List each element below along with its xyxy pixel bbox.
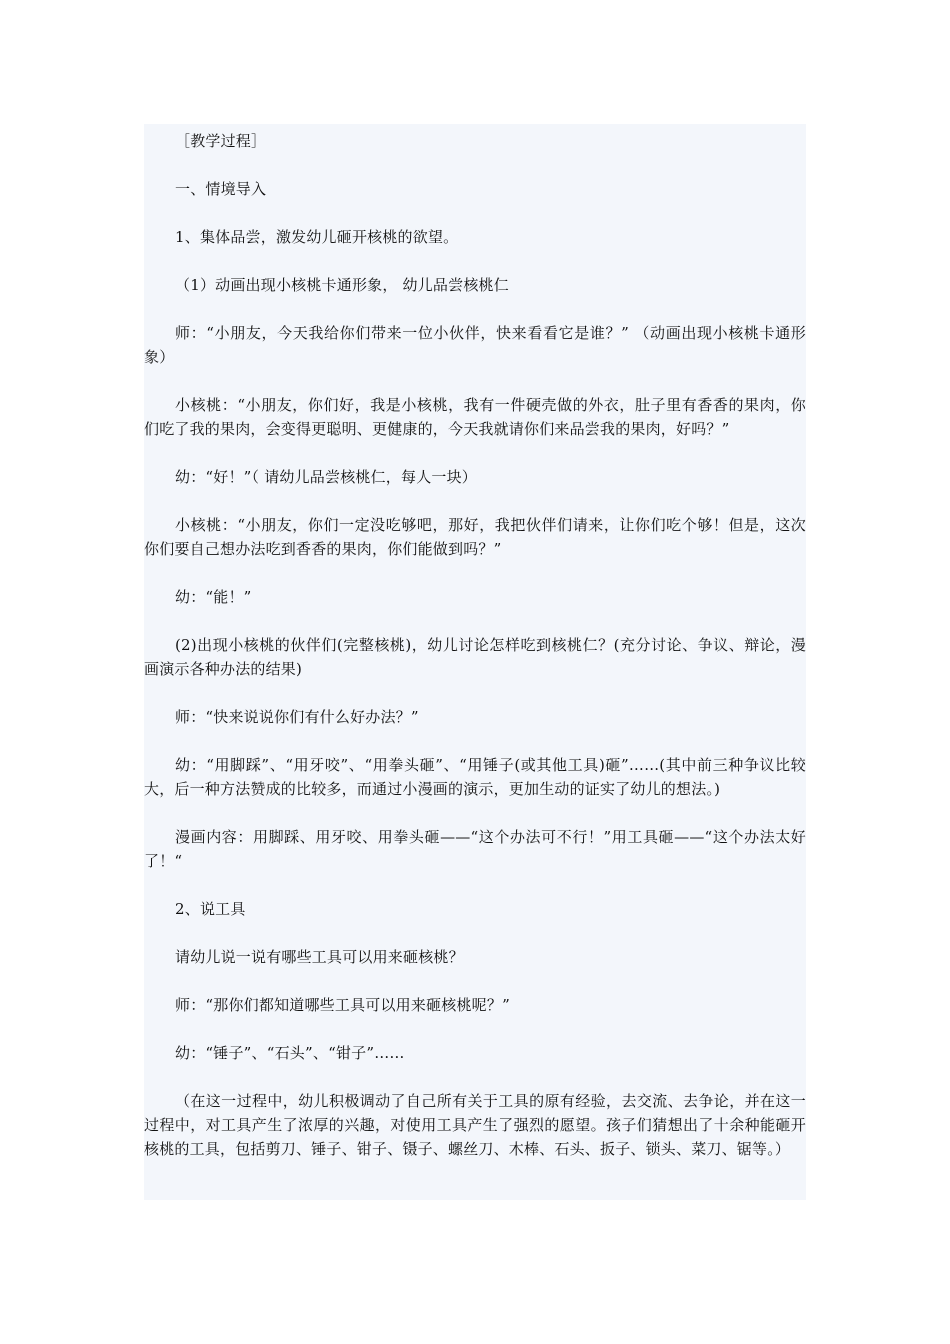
dialogue-paragraph: 师：“那你们都知道哪些工具可以用来砸核桃呢？”: [175, 996, 510, 1014]
paragraph-gap: [144, 873, 806, 897]
paragraph-gap: [144, 153, 806, 177]
section-heading-teaching-process: ［教学过程］: [175, 132, 267, 150]
instruction-paragraph: 请幼儿说一说有哪些工具可以用来砸核桃？: [175, 948, 464, 966]
document-body: [144, 124, 806, 1200]
paragraph-gap: [144, 1065, 806, 1089]
paragraph-gap: [144, 249, 806, 273]
paragraph-gap: [144, 489, 806, 513]
comic-content-paragraph: 漫画内容：用脚踩、用牙咬、用拳头砸——“这个办法可不行！”用工具砸——“这个办法太好了！“: [144, 828, 806, 870]
paragraph-gap: [144, 297, 806, 321]
step-2-heading: 2、说工具: [175, 900, 246, 918]
dialogue-paragraph: 幼：“能！”: [175, 588, 252, 606]
dialogue-paragraph: 师：“快来说说你们有什么好办法？”: [175, 708, 419, 726]
paragraph-gap: [144, 801, 806, 825]
paragraph-gap: [144, 681, 806, 705]
paragraph-gap: [144, 369, 806, 393]
dialogue-paragraph: 幼：“用脚踩”、“用牙咬”、“用拳头砸”、“用锤子(或其他工具)砸”……(其中前三种争议比较大，后一种方法赞成的比较多，而通过小漫画的演示，更加生动的证实了幼儿的想法。): [144, 756, 806, 798]
paragraph-gap: [144, 609, 806, 633]
dialogue-paragraph: 小核桃：“小朋友，你们好，我是小核桃，我有一件硬壳做的外衣，肚子里有香香的果肉，你们吃了我的果肉，会变得更聪明、更健康的，今天我就请你们来品尝我的果肉，好吗？”: [144, 396, 806, 438]
paragraph-gap: [144, 1017, 806, 1041]
step-1-1-heading: （1）动画出现小核桃卡通形象， 幼儿品尝核桃仁: [175, 276, 509, 294]
dialogue-paragraph: 幼：“好！”（ 请幼儿品尝核桃仁，每人一块）: [175, 468, 478, 486]
step-1-2-heading: (2)出现小核桃的伙伴们(完整核桃)，幼儿讨论怎样吃到核桃仁？(充分讨论、争议、辩论，漫画演示各种办法的结果): [144, 636, 806, 678]
dialogue-paragraph: 小核桃：“小朋友，你们一定没吃够吧，那好，我把伙伴们请来，让你们吃个够！但是，这次你们要自己想办法吃到香香的果肉，你们能做到吗？”: [144, 516, 806, 558]
dialogue-paragraph: 师：“小朋友，今天我给你们带来一位小伙伴，快来看看它是谁？” （动画出现小核桃卡通形象）: [144, 324, 806, 366]
paragraph-gap: [144, 729, 806, 753]
paragraph-gap: [144, 561, 806, 585]
paragraph-gap: [144, 441, 806, 465]
dialogue-paragraph: 幼：“锤子”、“石头”、“钳子”……: [175, 1044, 405, 1062]
reflection-paragraph: （在这一过程中，幼儿积极调动了自己所有关于工具的原有经验，去交流、去争论，并在这一过程中，对工具产生了浓厚的兴趣，对使用工具产生了强烈的愿望。孩子们猜想出了十余种能砸开核桃的工具，包括剪刀、锤子、钳子、镊子、螺丝刀、木棒、石头、扳子、锁头、菜刀、锯等。）: [144, 1092, 806, 1158]
subsection-heading-situation-intro: 一、情境导入: [175, 180, 267, 198]
step-1-heading: 1、集体品尝，激发幼儿砸开核桃的欲望。: [175, 228, 459, 246]
paragraph-gap: [144, 921, 806, 945]
paragraph-gap: [144, 201, 806, 225]
paragraph-gap: [144, 969, 806, 993]
